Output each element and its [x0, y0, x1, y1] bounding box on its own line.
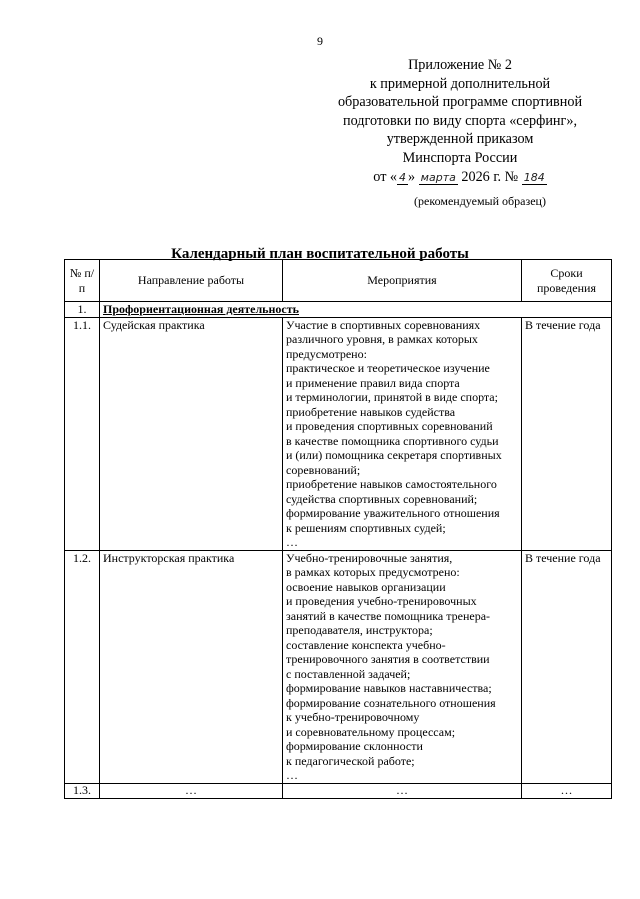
table-row [65, 550, 612, 783]
activity-line: составление конспекта учебно- [286, 637, 446, 652]
activity-line: освоение навыков организации [286, 579, 446, 594]
date-mid: » [408, 168, 416, 185]
row-timing: В течение года [522, 317, 612, 550]
activity-line: к учебно-тренировочному [286, 710, 420, 724]
section-num: 1. [65, 302, 100, 318]
row-activities [283, 550, 522, 783]
row-timing: … [522, 783, 612, 798]
activity-line: предусмотрено: [286, 346, 367, 361]
order-date-line [326, 168, 594, 187]
activity-line: приобретение навыков самостоятельного [286, 477, 497, 491]
order-month: марта [420, 170, 456, 184]
row-direction: … [100, 783, 283, 798]
row-num: 1.1. [65, 317, 100, 550]
activity-line: формирование сознательного отношения [286, 695, 496, 710]
activity-line: соревнований; [286, 462, 361, 477]
header-row [65, 260, 612, 302]
appendix-line: утвержденной приказом [386, 131, 534, 148]
activity-line: … [286, 768, 298, 782]
activity-line: и применение правил вида спорта [286, 375, 460, 390]
appendix-line: к примерной дополнительной [369, 75, 551, 92]
activity-line: формирование уважительного отношения [286, 506, 500, 520]
activity-line: судейства спортивных соревнований; [286, 491, 478, 506]
row-direction: Инструкторская практика [100, 550, 283, 783]
row-num: 1.3. [65, 783, 100, 798]
activity-line: и проведения учебно-тренировочных [286, 594, 477, 608]
page-number: 9 [317, 34, 323, 48]
section-row [65, 302, 612, 318]
activity-line: преподавателя, инструктора; [286, 623, 433, 637]
header-timing: Сроки проведения [522, 260, 612, 302]
activity-line: и проведения спортивных соревнований [286, 419, 493, 433]
activity-line: формирование навыков наставничества; [286, 681, 492, 695]
section-title: Профориентационная деятельность [100, 302, 612, 318]
appendix-line: Приложение № 2 [408, 57, 512, 73]
row-direction: Судейская практика [100, 317, 283, 550]
row-num: 1.2. [65, 550, 100, 783]
activity-line: Учебно-тренировочные занятия, [286, 550, 453, 565]
activity-line: к решениям спортивных судей; [286, 520, 446, 535]
appendix-line: Минспорта России [402, 149, 518, 166]
activity-line: … [286, 535, 298, 549]
row-timing: В течение года [522, 550, 612, 783]
activity-line: в качестве помощника спортивного судьи [286, 433, 499, 448]
order-year: 2026 г. № [461, 168, 519, 185]
date-prefix: от « [373, 168, 398, 185]
activity-line: приобретение навыков судейства [286, 404, 456, 419]
row-activities: … [283, 783, 522, 798]
activity-line: в рамках которых предусмотрено: [286, 565, 460, 579]
appendix-line: образовательной программе спортивной [337, 94, 583, 111]
activity-line: занятий в качестве помощника тренера- [286, 608, 491, 623]
activity-line: с поставленной задачей; [286, 666, 411, 681]
header-num: № п/п [65, 260, 100, 302]
activity-line: Участие в спортивных соревнованиях [286, 317, 481, 332]
order-day: 4 [399, 170, 407, 184]
appendix-line: подготовки по виду спорта «серфинг», [343, 112, 577, 129]
activity-line: различного уровня, в рамках которых [286, 332, 478, 346]
activity-line: и соревновательному процессам; [286, 724, 456, 739]
plan-table [64, 259, 612, 799]
header-direction: Направление работы [100, 260, 283, 302]
sample-note: (рекомендуемый образец) [414, 194, 546, 208]
activity-line: и терминологии, принятой в виде спорта; [286, 390, 498, 404]
header-activities: Мероприятия [283, 260, 522, 302]
row-activities [283, 317, 522, 550]
activity-line: к педагогической работе; [286, 753, 415, 768]
activity-line: и (или) помощника секретаря спортивных [286, 448, 502, 462]
table-row [65, 783, 612, 798]
appendix-header [326, 56, 594, 186]
activity-line: тренировочного занятия в соответствии [286, 652, 490, 666]
table-row [65, 317, 612, 550]
document-title: Календарный план воспитательной работы [171, 246, 469, 262]
activity-line: формирование склонности [286, 739, 423, 753]
order-number: 184 [523, 170, 545, 184]
activity-line: практическое и теоретическое изучение [286, 361, 490, 375]
